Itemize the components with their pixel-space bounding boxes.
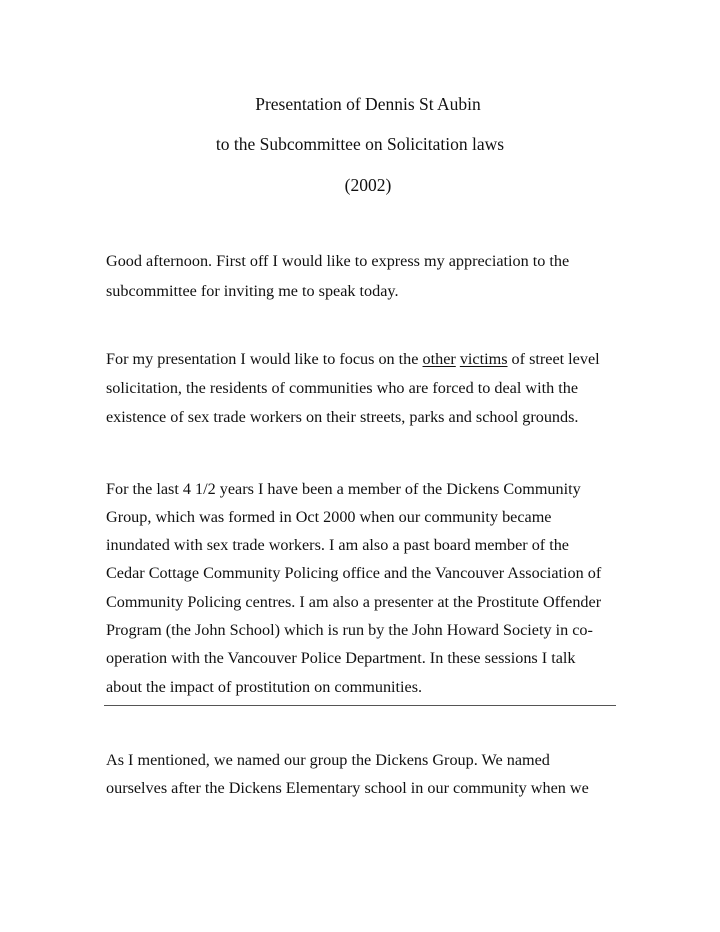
document-title: Presentation of Dennis St Aubin bbox=[255, 94, 481, 114]
underlined-word-victims: victims bbox=[459, 350, 508, 368]
text-line bbox=[106, 348, 600, 370]
text-line: operation with the Vancouver Police Department. In these sessions I talk bbox=[106, 649, 576, 667]
text-line: Group, which was formed in Oct 2000 when our community became bbox=[106, 508, 552, 526]
text-line: Good afternoon. First off I would like to express my appreciation to the bbox=[106, 252, 570, 270]
text-line: For the last 4 1/2 years I have been a member of the Dickens Community bbox=[106, 480, 581, 498]
text-line: As I mentioned, we named our group the Dickens Group. We named bbox=[106, 751, 550, 769]
text-line: existence of sex trade workers on their streets, parks and school grounds. bbox=[106, 408, 579, 426]
text-line: Program (the John School) which is run by the John Howard Society in co- bbox=[106, 621, 593, 639]
text-line: Community Policing centres. I am also a presenter at the Prostitute Offender bbox=[106, 593, 602, 611]
text-segment: of street level bbox=[507, 350, 600, 368]
document-year: (2002) bbox=[344, 175, 392, 195]
horizontal-divider bbox=[104, 705, 616, 706]
text-line: solicitation, the residents of communities who are forced to deal with the bbox=[106, 379, 579, 397]
document-subtitle: to the Subcommittee on Solicitation laws bbox=[215, 134, 505, 154]
text-line: ourselves after the Dickens Elementary school in our community when we bbox=[106, 779, 589, 797]
text-line: Cedar Cottage Community Policing office and the Vancouver Association of bbox=[106, 564, 602, 582]
text-segment: For my presentation I would like to focus on the bbox=[106, 350, 423, 368]
text-line: about the impact of prostitution on communities. bbox=[106, 678, 423, 696]
text-line: subcommittee for inviting me to speak today. bbox=[106, 282, 399, 300]
text-line: inundated with sex trade workers. I am also a past board member of the bbox=[106, 536, 569, 554]
underlined-word-other: other bbox=[422, 350, 456, 368]
